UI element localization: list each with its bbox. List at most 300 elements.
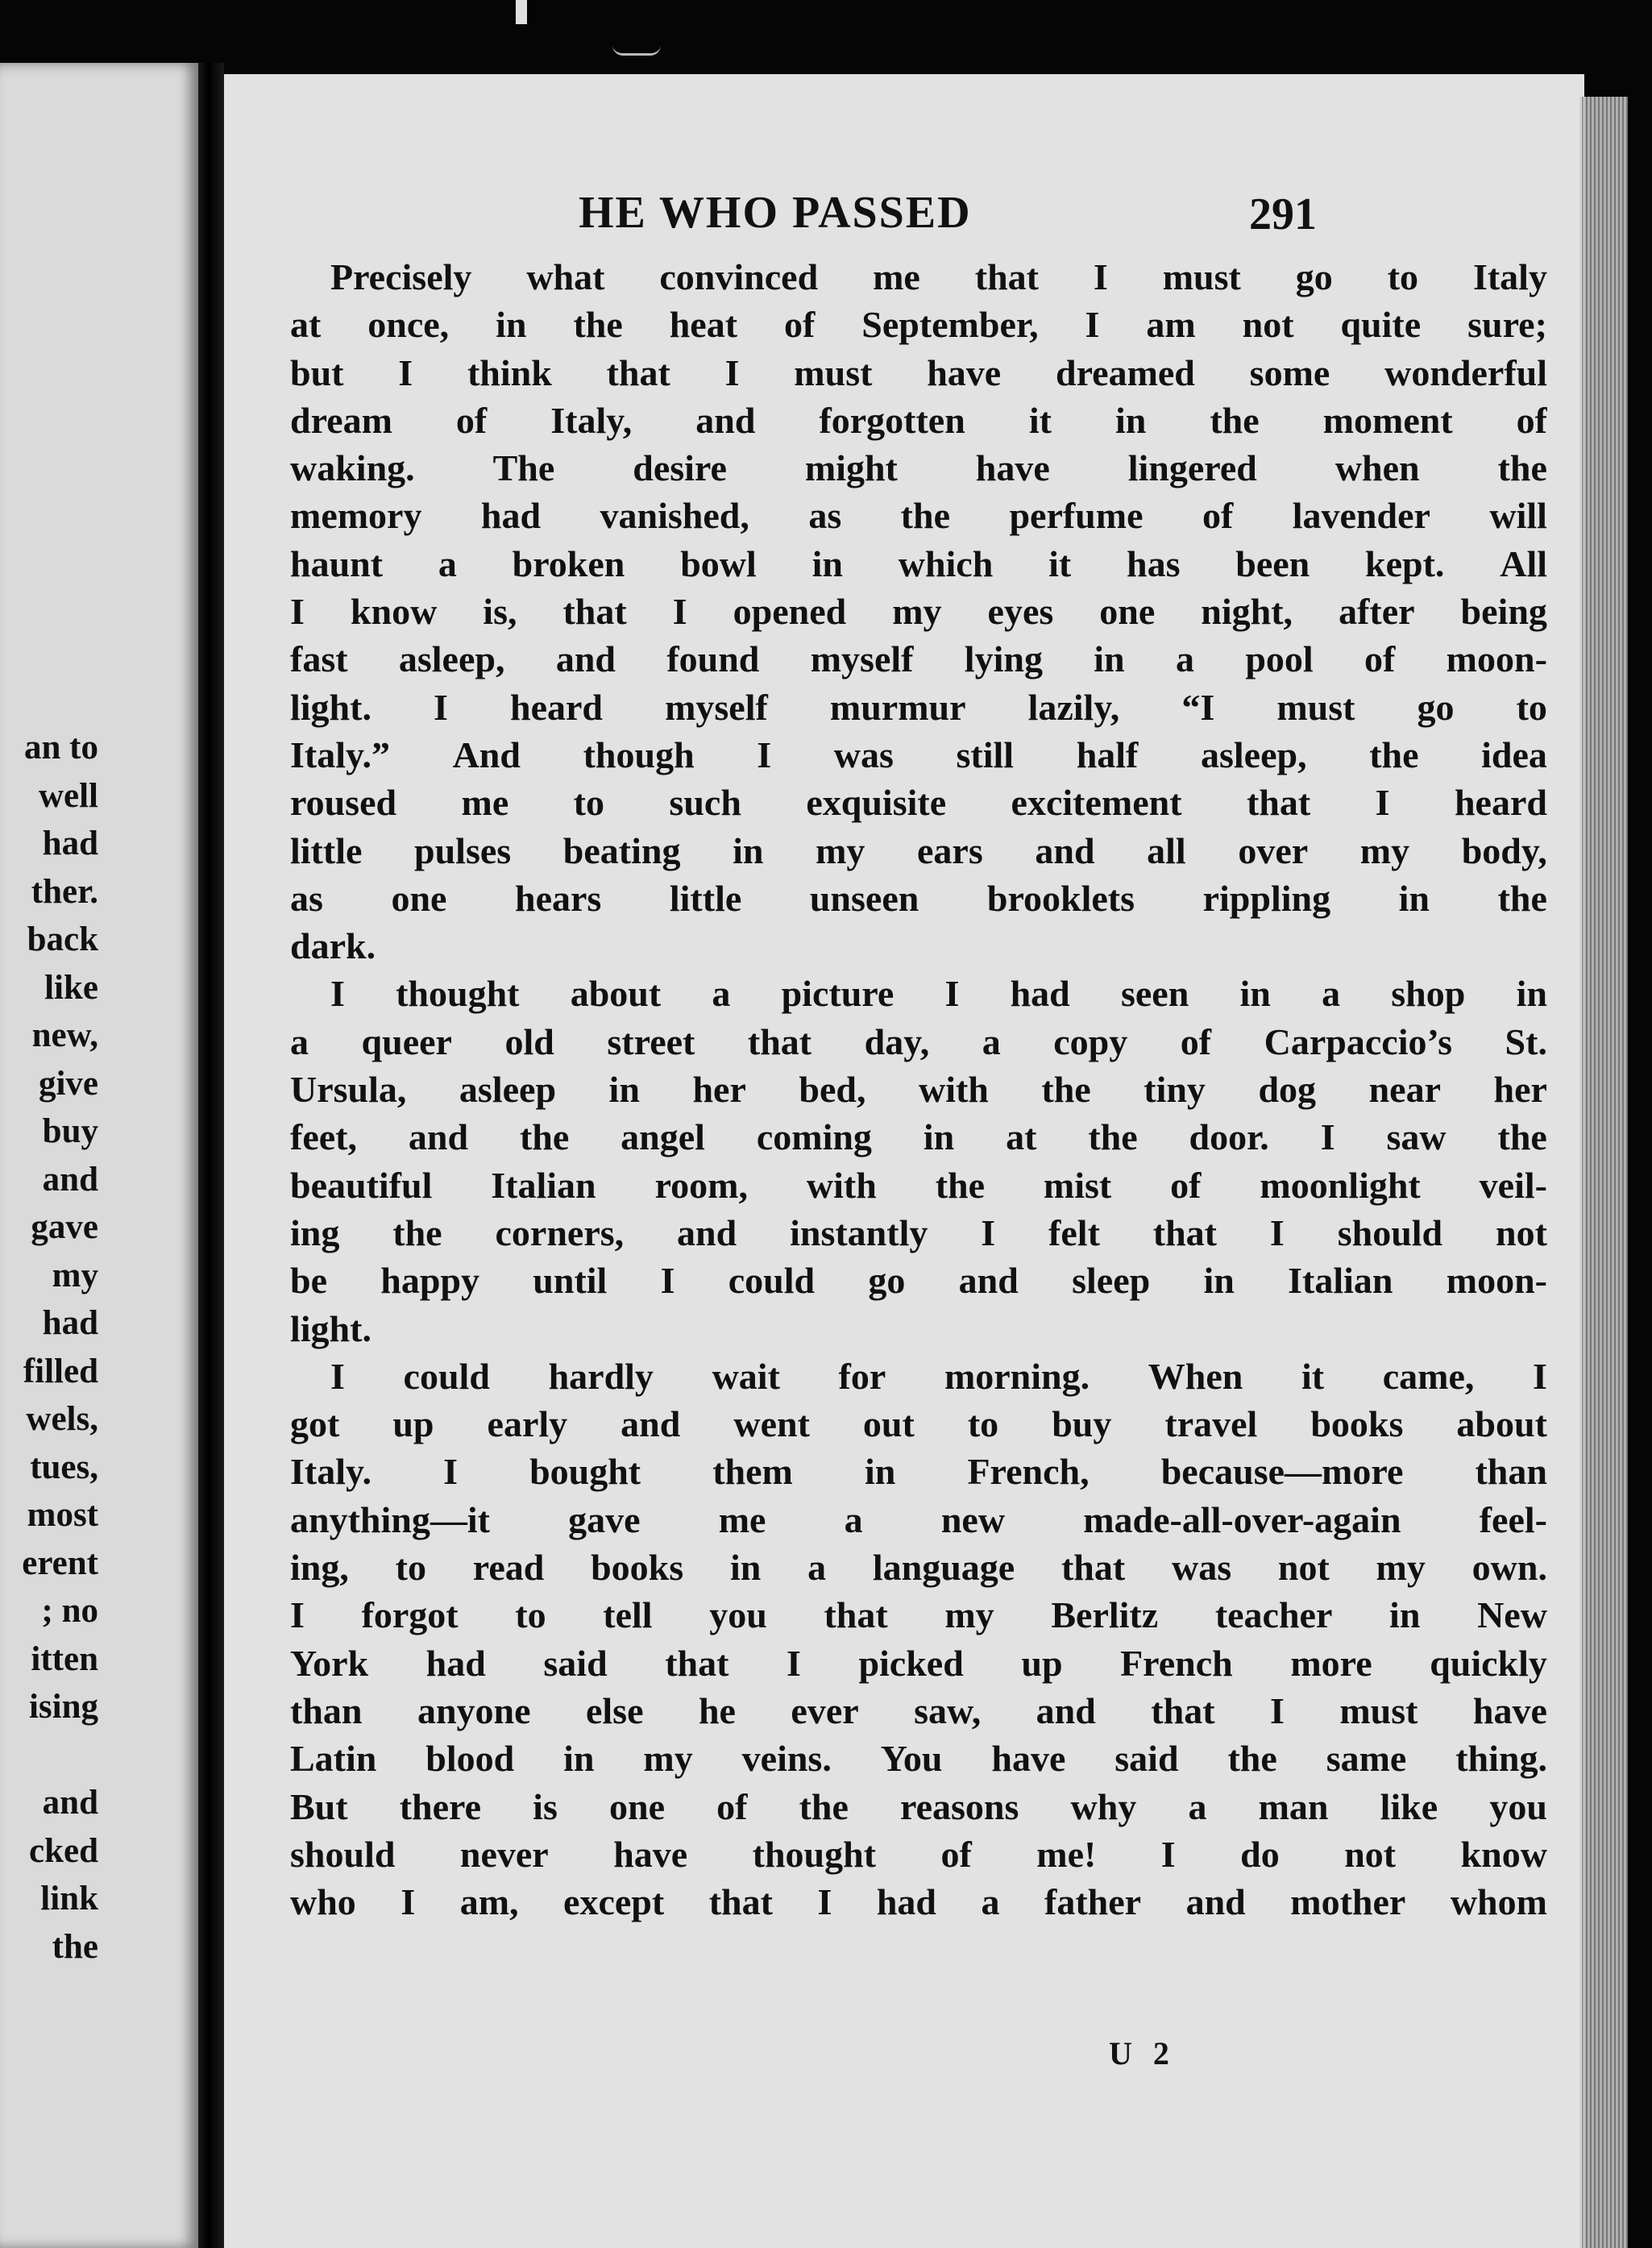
- word: a: [807, 1547, 827, 1589]
- word: out: [862, 1403, 915, 1445]
- word: though: [583, 733, 695, 775]
- word: I: [1269, 1211, 1285, 1253]
- word: a: [844, 1498, 863, 1540]
- word: me!: [1036, 1833, 1097, 1875]
- text-line: [290, 827, 1547, 875]
- word: but: [290, 351, 344, 393]
- word: I: [290, 1594, 305, 1636]
- word: Carpaccio’s: [1264, 1020, 1453, 1062]
- word: seen: [1120, 973, 1189, 1015]
- word: heard: [510, 686, 603, 728]
- text-line: [290, 1400, 1547, 1448]
- word: been: [1235, 542, 1310, 584]
- word: eyes: [987, 591, 1054, 633]
- word: Italy.: [290, 1451, 371, 1493]
- word: September,: [861, 304, 1039, 346]
- word: that: [1151, 1689, 1215, 1731]
- word: to: [573, 782, 604, 824]
- word: pulses: [414, 829, 512, 871]
- word: of: [1516, 399, 1547, 441]
- word: me: [461, 782, 509, 824]
- word: has: [1126, 542, 1181, 584]
- text-line: [290, 444, 1547, 492]
- text-line: [290, 1783, 1547, 1830]
- word: heard: [1454, 782, 1547, 824]
- word: because—more: [1160, 1451, 1404, 1493]
- previous-page-line: cked: [29, 1831, 98, 1870]
- text-line: [290, 1878, 1547, 1926]
- word: hardly: [548, 1355, 654, 1397]
- word: You: [880, 1738, 943, 1780]
- previous-page-line: ther.: [31, 872, 98, 911]
- word: Italy,: [550, 399, 633, 441]
- word: same: [1326, 1738, 1407, 1780]
- word: convinced: [659, 256, 819, 297]
- previous-page-line: like: [44, 968, 98, 1007]
- word: and: [1035, 829, 1095, 871]
- word: bowl: [680, 542, 757, 584]
- text-line: [290, 540, 1547, 588]
- text-line: [290, 875, 1547, 922]
- word: Latin: [290, 1738, 377, 1780]
- text-line: [290, 922, 1547, 970]
- word: travel: [1164, 1403, 1258, 1445]
- word: a: [290, 1020, 309, 1062]
- word: I: [401, 1881, 416, 1923]
- word: new: [940, 1498, 1006, 1540]
- word: me: [718, 1498, 766, 1540]
- word: sleep: [1072, 1260, 1151, 1302]
- word: angel: [621, 1116, 705, 1158]
- word: must: [794, 351, 873, 393]
- previous-page-line: and: [42, 1160, 98, 1199]
- word: picture: [781, 973, 894, 1015]
- previous-page-line: the: [52, 1927, 98, 1966]
- word: think: [467, 351, 552, 393]
- word: perfume: [1009, 495, 1144, 537]
- word: desire: [633, 447, 727, 489]
- word: to: [515, 1594, 546, 1636]
- word: little: [669, 877, 742, 919]
- text-line: [290, 970, 1547, 1017]
- word: at: [290, 304, 322, 346]
- word: moon-: [1446, 638, 1547, 680]
- word: beautiful: [290, 1164, 433, 1206]
- word: Italy.”: [290, 733, 390, 775]
- word: saw,: [914, 1689, 982, 1731]
- text-line: [290, 1018, 1547, 1066]
- word: morning.: [944, 1355, 1090, 1397]
- previous-page-line: gave: [31, 1208, 98, 1246]
- text-line: [290, 684, 1547, 731]
- word: in: [864, 1451, 896, 1493]
- word: All: [1500, 542, 1547, 584]
- word: I: [1085, 304, 1100, 346]
- word: more: [1290, 1642, 1372, 1684]
- word: which: [898, 542, 994, 584]
- word: else: [585, 1689, 644, 1731]
- word: Italy: [1472, 256, 1547, 297]
- word: quickly: [1430, 1642, 1547, 1684]
- word: know: [350, 591, 438, 633]
- word: in: [729, 1547, 762, 1589]
- word: veins.: [741, 1738, 832, 1780]
- word: beating: [562, 829, 681, 871]
- word: found: [666, 638, 760, 680]
- word: a: [1188, 1785, 1207, 1827]
- word: I: [1093, 256, 1108, 297]
- word: ears: [917, 829, 983, 871]
- word: to: [395, 1547, 426, 1589]
- previous-page-line: buy: [42, 1112, 98, 1150]
- book-gutter: [198, 63, 224, 2248]
- word: I: [660, 1260, 675, 1302]
- word: the: [1041, 1069, 1091, 1111]
- word: waking.: [290, 447, 415, 489]
- word: thing.: [1455, 1738, 1547, 1780]
- word: sure;: [1467, 304, 1547, 346]
- word: came,: [1382, 1355, 1475, 1397]
- text-line: [290, 1353, 1547, 1400]
- word: kept.: [1365, 542, 1445, 584]
- word: what: [526, 256, 605, 297]
- word: vanished,: [600, 495, 749, 537]
- word: French: [1120, 1642, 1233, 1684]
- word: Ursula,: [290, 1069, 407, 1111]
- page-edges: [1579, 97, 1628, 2248]
- word: haunt: [290, 542, 384, 584]
- word: pool: [1245, 638, 1314, 680]
- word: some: [1249, 351, 1330, 393]
- text-line: [290, 779, 1547, 826]
- word: and: [958, 1260, 1019, 1302]
- word: will: [1489, 495, 1547, 537]
- word: thought: [752, 1833, 877, 1875]
- previous-page-line: and: [42, 1784, 98, 1822]
- word: made-all-over-again: [1083, 1498, 1401, 1540]
- word: wait: [712, 1355, 780, 1397]
- word: them: [712, 1451, 793, 1493]
- word: thought: [396, 973, 520, 1015]
- word: room,: [654, 1164, 748, 1206]
- word: gave: [568, 1498, 641, 1540]
- word: York: [290, 1642, 369, 1684]
- word: of: [1364, 638, 1396, 680]
- word: up: [1021, 1642, 1063, 1684]
- word: must: [1276, 686, 1355, 728]
- word: of: [455, 399, 488, 441]
- word: quite: [1340, 304, 1422, 346]
- word: bought: [529, 1451, 641, 1493]
- word: Italian: [1288, 1260, 1393, 1302]
- word: in: [1114, 399, 1147, 441]
- word: The: [492, 447, 555, 489]
- scan-artifact: [516, 0, 527, 24]
- word: and: [695, 399, 756, 441]
- word: dreamed: [1055, 351, 1195, 393]
- word: is,: [483, 591, 517, 633]
- word: it: [1301, 1355, 1325, 1397]
- word: had: [425, 1642, 486, 1684]
- word: I: [981, 1211, 996, 1253]
- word: a: [1175, 638, 1194, 680]
- word: I: [672, 591, 687, 633]
- text-line: [290, 397, 1547, 444]
- word: my: [816, 829, 865, 871]
- word: of: [1180, 1020, 1212, 1062]
- word: But: [290, 1785, 348, 1827]
- previous-page-line: back: [27, 920, 98, 958]
- word: books: [1310, 1403, 1404, 1445]
- word: I: [330, 1355, 345, 1397]
- word: I: [1269, 1689, 1285, 1731]
- word: I: [290, 591, 305, 633]
- word: the: [519, 1116, 570, 1158]
- word: of: [716, 1785, 748, 1827]
- word: ing,: [290, 1547, 349, 1589]
- word: forgotten: [819, 399, 965, 441]
- word: and: [677, 1211, 737, 1253]
- word: corners,: [495, 1211, 625, 1253]
- word: was: [1171, 1547, 1232, 1589]
- word: you: [1489, 1785, 1547, 1827]
- word: forgot: [361, 1594, 459, 1636]
- text-line: [290, 1113, 1547, 1161]
- word: went: [733, 1403, 810, 1445]
- word: with: [806, 1164, 877, 1206]
- word: excitement: [1011, 782, 1182, 824]
- word: in: [1398, 877, 1430, 919]
- previous-page-fragment: [0, 63, 198, 2248]
- previous-page-line: most: [27, 1496, 98, 1534]
- word: in: [1516, 973, 1547, 1015]
- word: that: [665, 1642, 729, 1684]
- word: wonderful: [1384, 351, 1547, 393]
- previous-page-line: tues,: [30, 1448, 98, 1486]
- word: until: [533, 1260, 608, 1302]
- word: own.: [1471, 1547, 1547, 1589]
- word: moonlight: [1260, 1164, 1421, 1206]
- word: ing: [290, 1211, 340, 1253]
- word: of: [783, 304, 816, 346]
- word: tiny: [1144, 1069, 1206, 1111]
- text-line: [290, 349, 1547, 397]
- word: in: [1203, 1260, 1235, 1302]
- word: read: [472, 1547, 545, 1589]
- word: father: [1044, 1881, 1142, 1923]
- word: in: [733, 829, 764, 871]
- word: it: [1028, 399, 1052, 441]
- word: and: [1185, 1881, 1246, 1923]
- text-line: [290, 731, 1547, 779]
- text-line: [290, 1639, 1547, 1687]
- word: as: [808, 495, 842, 537]
- running-head: [224, 187, 1584, 251]
- word: copy: [1053, 1020, 1128, 1062]
- word: of: [940, 1833, 972, 1875]
- word: the: [1497, 1116, 1547, 1158]
- previous-page-line: itten: [31, 1639, 98, 1678]
- word: lying: [964, 638, 1043, 680]
- word: one: [391, 877, 447, 919]
- word: exquisite: [806, 782, 947, 824]
- word: the: [1369, 733, 1419, 775]
- word: am,: [459, 1881, 519, 1923]
- word: New: [1477, 1594, 1547, 1636]
- word: anyone: [417, 1689, 531, 1731]
- word: than: [1475, 1451, 1547, 1493]
- word: her: [692, 1069, 746, 1111]
- word: broken: [512, 542, 625, 584]
- word: the: [1497, 447, 1547, 489]
- word: about: [570, 973, 662, 1015]
- word: like: [1380, 1785, 1438, 1827]
- word: When: [1148, 1355, 1243, 1397]
- word: hears: [515, 877, 602, 919]
- word: I: [330, 973, 345, 1015]
- word: must: [1339, 1689, 1418, 1731]
- word: shop: [1391, 973, 1466, 1015]
- word: mist: [1043, 1164, 1112, 1206]
- word: brooklets: [986, 877, 1135, 919]
- word: that: [708, 1881, 773, 1923]
- text-line: [290, 1305, 1547, 1353]
- word: early: [487, 1403, 568, 1445]
- word: never: [459, 1833, 549, 1875]
- word: my: [1376, 1547, 1426, 1589]
- word: such: [669, 782, 741, 824]
- word: have: [613, 1833, 688, 1875]
- word: the: [1227, 1738, 1277, 1780]
- word: the: [573, 304, 623, 346]
- word: idea: [1481, 733, 1547, 775]
- word: veil-: [1479, 1164, 1547, 1206]
- word: moment: [1322, 399, 1453, 441]
- word: to: [1387, 256, 1419, 297]
- text-line: [290, 1066, 1547, 1113]
- word: her: [1493, 1069, 1547, 1111]
- word: have: [927, 351, 1002, 393]
- word: all: [1147, 829, 1186, 871]
- word: dog: [1258, 1069, 1317, 1111]
- word: the: [799, 1785, 849, 1827]
- word: asleep,: [1200, 733, 1307, 775]
- word: rippling: [1202, 877, 1331, 919]
- word: that: [1246, 782, 1311, 824]
- text-line: [290, 635, 1547, 683]
- word: he: [698, 1689, 736, 1731]
- previous-page-line: filled: [23, 1352, 98, 1390]
- word: buy: [1052, 1403, 1112, 1445]
- word: that: [562, 591, 627, 633]
- text-line: [290, 492, 1547, 539]
- word: I: [398, 351, 413, 393]
- word: had: [480, 495, 542, 537]
- word: is: [533, 1785, 558, 1827]
- previous-page-line: well: [38, 776, 98, 815]
- word: a: [981, 1881, 1000, 1923]
- word: Precisely: [330, 256, 472, 297]
- text-line: [290, 1830, 1547, 1878]
- word: blood: [425, 1738, 515, 1780]
- word: to: [967, 1403, 999, 1445]
- running-title: HE WHO PASSED: [579, 188, 972, 238]
- word: lazily,: [1027, 686, 1120, 728]
- word: instantly: [790, 1211, 928, 1253]
- word: it: [1048, 542, 1072, 584]
- word: not: [1242, 304, 1294, 346]
- word: after: [1339, 591, 1415, 633]
- word: teacher: [1214, 1594, 1333, 1636]
- word: had: [1010, 973, 1070, 1015]
- word: a: [1322, 973, 1341, 1015]
- word: with: [918, 1069, 989, 1111]
- word: must: [1162, 256, 1241, 297]
- signature-mark: U 2: [1109, 2035, 1176, 2071]
- word: might: [804, 447, 898, 489]
- word: the: [392, 1211, 442, 1253]
- previous-page-line: an to: [24, 729, 98, 767]
- word: tell: [603, 1594, 653, 1636]
- word: that: [606, 351, 670, 393]
- word: a: [438, 542, 457, 584]
- word: in: [1239, 973, 1271, 1015]
- word: not: [1277, 1547, 1330, 1589]
- word: you: [709, 1594, 767, 1636]
- word: over: [1238, 829, 1309, 871]
- text-line: [290, 253, 1547, 301]
- text-line: [290, 1496, 1547, 1544]
- word: of: [1202, 495, 1234, 537]
- word: little: [290, 829, 363, 871]
- word: picked: [858, 1642, 964, 1684]
- text-line: [290, 301, 1547, 348]
- previous-page-line: my: [52, 1256, 98, 1294]
- word: and: [1036, 1689, 1096, 1731]
- text-line: [290, 588, 1547, 635]
- word: in: [563, 1738, 595, 1780]
- word: be: [290, 1260, 327, 1302]
- word: saw: [1386, 1116, 1447, 1158]
- word: “I: [1181, 686, 1215, 728]
- word: one: [1099, 591, 1156, 633]
- word: I: [944, 973, 960, 1015]
- page-number: 291: [1249, 189, 1317, 239]
- word: coming: [756, 1116, 872, 1158]
- word: for: [838, 1355, 886, 1397]
- word: do: [1240, 1833, 1280, 1875]
- word: man: [1258, 1785, 1329, 1827]
- word: language: [872, 1547, 1015, 1589]
- word: have: [1472, 1689, 1547, 1731]
- word: was: [833, 733, 894, 775]
- word: that: [824, 1594, 888, 1636]
- text-line: [290, 1209, 1547, 1257]
- word: bed,: [799, 1069, 866, 1111]
- word: go: [868, 1260, 906, 1302]
- word: murmur: [829, 686, 966, 728]
- word: day,: [864, 1020, 930, 1062]
- word: my: [944, 1594, 994, 1636]
- word: dream: [290, 399, 392, 441]
- text-line: [290, 1591, 1547, 1639]
- word: about: [1456, 1403, 1547, 1445]
- word: I: [1375, 782, 1390, 824]
- word: that: [974, 256, 1039, 297]
- word: should: [290, 1833, 396, 1875]
- word: heat: [669, 304, 738, 346]
- word: reasons: [900, 1785, 1019, 1827]
